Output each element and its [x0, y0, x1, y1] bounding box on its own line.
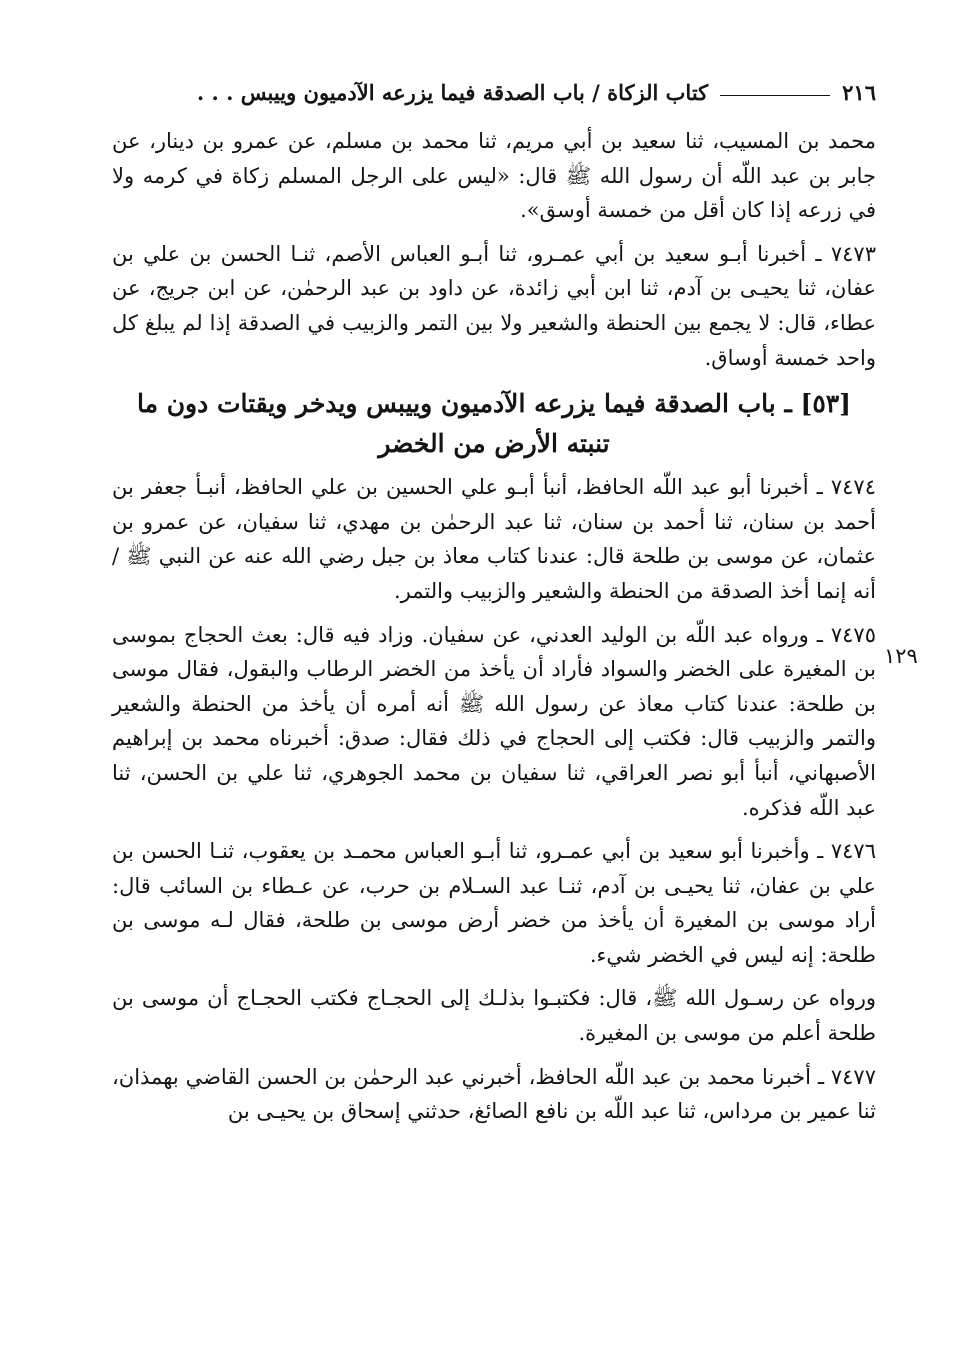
paragraph: ٧٤٧٤ ـ أخبرنا أبو عبد اللّه الحافظ، أنبأ أبـو علي الحسين بن علي الحافظ، أنبـأ جعفر بن أحمد بن سنان، ثنا أحمد بن سنان، ثنا عبد الرحمٰن بن مهدي، ثنا سفيان، عن عمرو بن عثمان، عن موسى بن طلحة قال: عندنا كتاب معاذ بن جبل رضي الله عنه عن النبي ﷺ / أنه إنما أخذ الصدقة من الحنطة والشعير والزبيب والتمر. [112, 475, 876, 603]
paragraph: محمد بن المسيب، ثنا سعيد بن أبي مريم، ثنا محمد بن مسلم، عن عمرو بن دينار، عن جابر بن عبد اللّه أن رسول الله ﷺ قال: «ليس على الرجل المسلم زكاة في كرمه ولا في زرعه إذا كان أقل من خمسة أوسق». [112, 129, 876, 223]
paragraph: ٧٤٧٧ ـ أخبرنا محمد بن عبد اللّه الحافظ، أخبرني عبد الرحمٰن بن الحسن القاضي بهمذان، ثنا عمير بن مرداس، ثنا عبد اللّه بن نافع الصائغ، حدثني إسحاق بن يحيـى بن [112, 1064, 876, 1124]
page-number: ٢١٦ [842, 79, 876, 105]
paragraph: ورواه عن رسـول الله ﷺ، قال: فكتبـوا بذلـك إلى الحجـاج فكتب الحجـاج أن موسى بن طلحة أعلم من موسى بن المغيرة. [112, 986, 876, 1046]
margin-page-reference: ١٢٩ [884, 644, 918, 668]
paragraph: ٧٤٧٥ ـ ورواه عبد اللّه بن الوليد العدني، عن سفيان. وزاد فيه قال: بعث الحجاج بموسى بن المغيرة على الخضر والسواد فأراد أن يأخذ من الخضر الرطاب والبقول، فقال موسى بن طلحة: عندنا كتاب معاذ عن رسول الله ﷺ أنه أمره أن يأخذ من الحنطة والشعير والتمر والزبيب قال: فكتب إلى الحجاج في ذلك فقال: صدق: أخبرناه محمد بن إبراهيم الأصبهاني، أنبأ أبو نصر العراقي، ثنا سفيان بن محمد الجوهري، ثنا علي بن الحسن، ثنا عبد اللّه فذكره. [112, 622, 876, 820]
page-header [112, 72, 876, 112]
page-body [112, 124, 876, 1138]
chapter-heading: [٥٣] ـ باب الصدقة فيما يزرعه الآدميون وييبس ويدخر ويقتات دون ما تنبته الأرض من الخضر [136, 389, 852, 459]
paragraph: ٧٤٧٣ ـ أخبرنا أبـو سعيد بن أبي عمـرو، ثنا أبـو العباس الأصم، ثنـا الحسن بن علي بن عفان، ثنا يحيـى بن آدم، ثنا ابن أبي زائدة، عن داود بن عبد الرحمٰن، عن ابن جريج، عن عطاء، قال: لا يجمع بين الحنطة والشعير ولا بين التمر والزبيب في الصدقة إذا لم يبلغ كل واحد خمسة أوساق. [112, 241, 876, 370]
running-title: كتاب الزكاة / باب الصدقة فيما يزرعه الآدميون وييبس . . . [196, 79, 709, 105]
paragraph: ٧٤٧٦ ـ وأخبرنا أبو سعيد بن أبي عمـرو، ثنا أبـو العباس محمـد بن يعقوب، ثنـا الحسن بن علي بن عفان، ثنا يحيـى بن آدم، ثنـا عبد السـلام بن حرب، عن عـطاء بن السائب قال: أراد موسى بن المغيرة أن يأخذ من خضر أرض موسى بن طلحة، فقال لـه موسى بن طلحة: إنه ليس في الخضر شيء. [112, 839, 876, 967]
header-rule [720, 95, 830, 96]
